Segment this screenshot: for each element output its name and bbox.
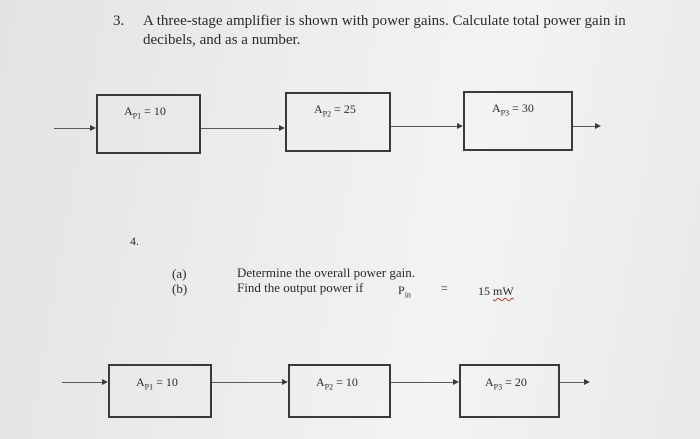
- question-3-text: [113, 12, 653, 50]
- connector-wire-1-2-b: [212, 382, 284, 383]
- input-wire-2: [62, 382, 104, 383]
- amplifier-stage-2-label-2: $A_{P2} = 10$: [316, 375, 358, 392]
- part-a-label: (a): [172, 266, 187, 281]
- connector-wire-2-3: [391, 126, 459, 127]
- amplifier-stage-3-box: [463, 91, 573, 151]
- input-power-symbol: $P_{in}$: [398, 283, 411, 300]
- output-arrow-2-icon: [584, 379, 590, 385]
- output-wire: [573, 126, 597, 127]
- question-4-number: 4.: [130, 234, 139, 248]
- question-3-line-1: A three-stage amplifier is shown with power gains. Calculate total power gain in: [143, 13, 626, 29]
- input-power-value: 15 mW: [478, 284, 514, 298]
- output-wire-2: [560, 382, 586, 383]
- part-b-text: Find the output power if: [237, 280, 364, 295]
- amplifier-stage-3-label-2: $A_{P3} = 20$: [485, 375, 527, 392]
- question-3-number: 3.: [113, 13, 125, 29]
- question-3-line-2: decibels, and as a number.: [143, 32, 301, 48]
- input-wire: [54, 128, 92, 129]
- equals-sign: =: [441, 281, 448, 295]
- amplifier-stage-2-label: $A_{P2} = 25$: [314, 102, 356, 119]
- amplifier-stage-1-label: $A_{P1} = 10$: [124, 104, 166, 121]
- connector-wire-1-2: [201, 128, 281, 129]
- amplifier-stage-2-box: [285, 92, 391, 152]
- input-power-unit: mW: [493, 284, 514, 298]
- part-b-label: (b): [172, 281, 188, 296]
- amplifier-stage-1-label-2: $A_{P1} = 10$: [136, 375, 178, 392]
- part-a-text: Determine the overall power gain.: [237, 265, 415, 280]
- amplifier-stage-1-box: [96, 94, 201, 154]
- connector-wire-2-3-b: [391, 382, 455, 383]
- amplifier-stage-3-label: $A_{P3} = 30$: [492, 101, 534, 118]
- output-arrow-icon: [595, 123, 601, 129]
